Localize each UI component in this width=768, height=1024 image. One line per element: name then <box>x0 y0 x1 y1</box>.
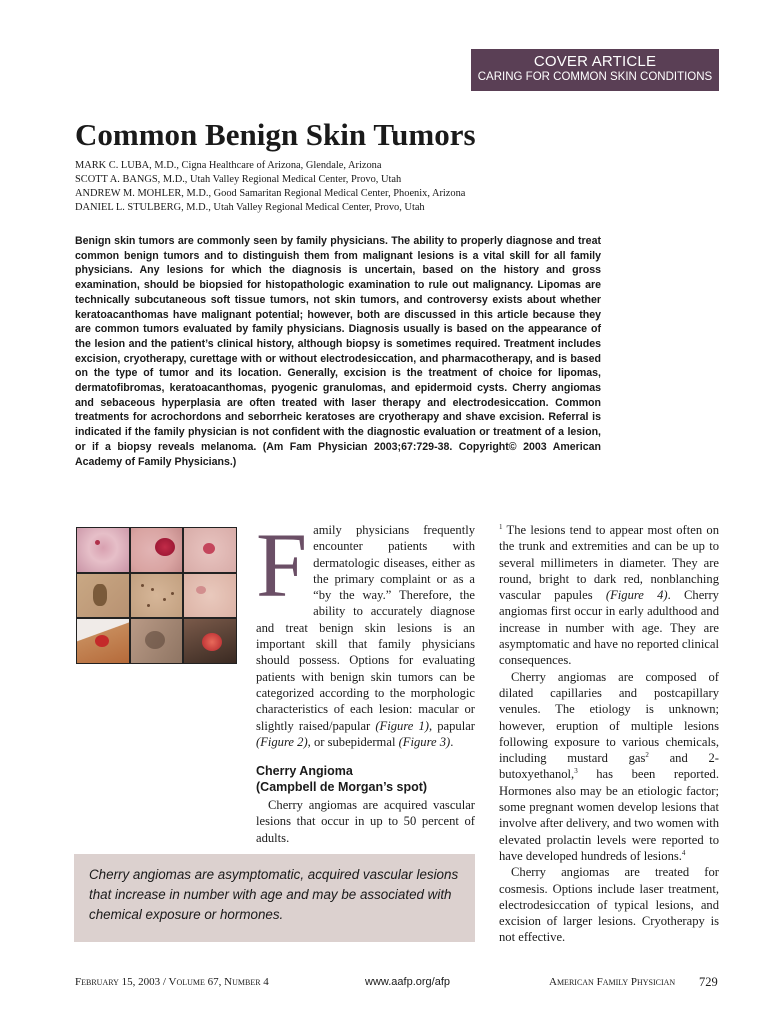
paragraph-text: amily physicians frequently encounter patients with dermatologic diseases, either as the primary complaint or as a “by the way.” Therefore, the ability to accurately diagnose and treat benign skin lesions is an important skill that family physicians should possess. Options for evaluating patients with benign skin tumors can be categorized according to the morphologic characteristics of each lesion: macular or slightly raised/papular <box>256 523 475 733</box>
figure-reference: (Figure 3) <box>398 734 451 749</box>
footer-journal-name: American Family Physician <box>549 976 676 988</box>
figure-thumbnail-grid <box>76 527 237 664</box>
author-line: ANDREW M. MOHLER, M.D., Good Samaritan Regional Medical Center, Phoenix, Arizona <box>75 188 466 199</box>
pyogenic-granuloma-photo <box>184 619 236 663</box>
author-line: SCOTT A. BANGS, M.D., Utah Valley Regional Medical Center, Provo, Utah <box>75 174 402 185</box>
seborrheic-keratosis-photo <box>77 574 129 618</box>
article-title: Common Benign Skin Tumors <box>75 117 476 152</box>
reference-superscript: 3 <box>574 767 578 776</box>
section-heading-line: (Campbell de Morgan’s spot) <box>256 780 428 795</box>
cover-article-banner <box>471 49 719 91</box>
skin-lesion-photo <box>131 619 183 663</box>
article-abstract: Benign skin tumors are commonly seen by family physicians. The ability to properly diagnose and treat common benign tumors and to distinguish them from malignant lesions is a vital skill for all family physicians. Any lesions for which the diagnosis is uncertain, based on the history and gross examination, should be biopsied for histopathologic examination to rule out malignancy. Lipomas are technically subcutaneous soft tissue tumors, not skin tumors, and controversy exists about whether keratoacanthomas have malignant potential; however, both are discussed in this article because they are common tumors evaluated by family physicians. Diagnosis usually is based on the appearance of the lesion and the patient’s clinical history, although biopsy is sometimes required. Treatment includes excision, cryotherapy, curettage with or without electrodesiccation, and pharmacotherapy, and is based on the type of tumor and its location. Generally, excision is the treatment of choice for lipomas, dermatofibromas, keratoacanthomas, pyogenic granulomas, and epidermoid cysts. Cherry angiomas and sebaceous hyperplasia are often treated with laser therapy and electrodesiccation. Common treatments for acrochordons and seborrheic keratoses are cryotherapy and shave excision. Referral is indicated if the family physician is not confident with the diagnostic evaluation or treatment of a lesion, or if a biopsy reveals melanoma. (Am Fam Physician 2003;67:729-38. Copyright© 2003 American Academy of Family Physicians.) <box>75 235 601 468</box>
footer-issue-date: February 15, 2003 / Volume 67, Number 4 <box>75 976 269 988</box>
page-number: 729 <box>699 975 718 989</box>
section-heading-line: Cherry Angioma <box>256 764 353 779</box>
author-line: MARK C. LUBA, M.D., Cigna Healthcare of Arizona, Glendale, Arizona <box>75 160 382 171</box>
paragraph-text: Cherry angiomas are acquired vascular lesions that occur in up to 50 percent of adults. <box>256 798 475 845</box>
paragraph-text: , papular <box>428 718 475 733</box>
body-column-right <box>499 522 719 946</box>
paragraph-text: . <box>450 734 454 749</box>
skin-lesion-photo <box>131 574 183 618</box>
drop-cap: F <box>256 514 308 616</box>
lesion-excision-photo <box>77 619 129 663</box>
cherry-angioma-paragraph <box>256 797 475 846</box>
skin-lesion-photo <box>184 528 236 572</box>
section-heading <box>256 763 475 795</box>
treatment-paragraph: Cherry angiomas are treated for cosmesis. Options include laser treatment, electrodesiccation of typical lesions, and excision of larger lesions. Cryotherapy is not effective. <box>499 865 719 945</box>
figure-reference: (Figure 1) <box>375 718 429 733</box>
etiology-paragraph <box>499 669 719 865</box>
paragraph-text: Cherry angiomas are composed of dilated capillaries and postcapillary venules. The etiology is unknown; however, eruption of multiple lesions following exposure to various chemicals, including mustard gas <box>499 669 719 766</box>
cherry-angioma-photo <box>77 528 129 572</box>
banner-section-label: COVER ARTICLE <box>533 53 657 70</box>
figure-reference: (Figure 2) <box>256 734 308 749</box>
reference-superscript: 2 <box>645 750 649 759</box>
reference-superscript: 4 <box>681 848 686 857</box>
banner-topic-label: CARING FOR COMMON SKIN CONDITIONS <box>477 71 713 83</box>
paragraph-text: , or subepidermal <box>307 734 399 749</box>
author-line: DANIEL L. STULBERG, M.D., Utah Valley Regional Medical Center, Provo, Utah <box>75 202 425 213</box>
paragraph-continued <box>499 522 719 669</box>
reference-superscript: 1 <box>499 522 503 531</box>
paragraph-text: and 2-butoxyethanol, <box>499 751 719 782</box>
figure-reference: (Figure 4) <box>605 588 668 603</box>
pull-quote-text: Cherry angiomas are asymptomatic, acquired vascular lesions that increase in number with age and may be associated with chemical exposure or hormones. <box>89 867 459 922</box>
author-list <box>75 159 465 215</box>
skin-lesion-photo <box>184 574 236 618</box>
paragraph-text: . Cherry angiomas first occur in early adulthood and increase in number with age. They are asymptomatic and have no reported clinical consequences. <box>499 588 719 668</box>
cherry-angioma-photo <box>131 528 183 572</box>
footer-url-link[interactable]: www.aafp.org/afp <box>365 976 450 988</box>
paragraph-text: The lesions tend to appear most often on the trunk and extremities and can be up to several millimeters in diameter. They are round, bright to dark red, nonblanching vascular papules <box>499 523 719 603</box>
body-column-middle <box>256 514 475 846</box>
paragraph-text: has been reported. Hormones also may be an etiologic factor; some pregnant women develop lesions that involve after delivery, and two women with elevated prolactin levels were reported to have developed hundreds of lesions. <box>499 767 719 863</box>
pull-quote-box <box>74 854 475 942</box>
